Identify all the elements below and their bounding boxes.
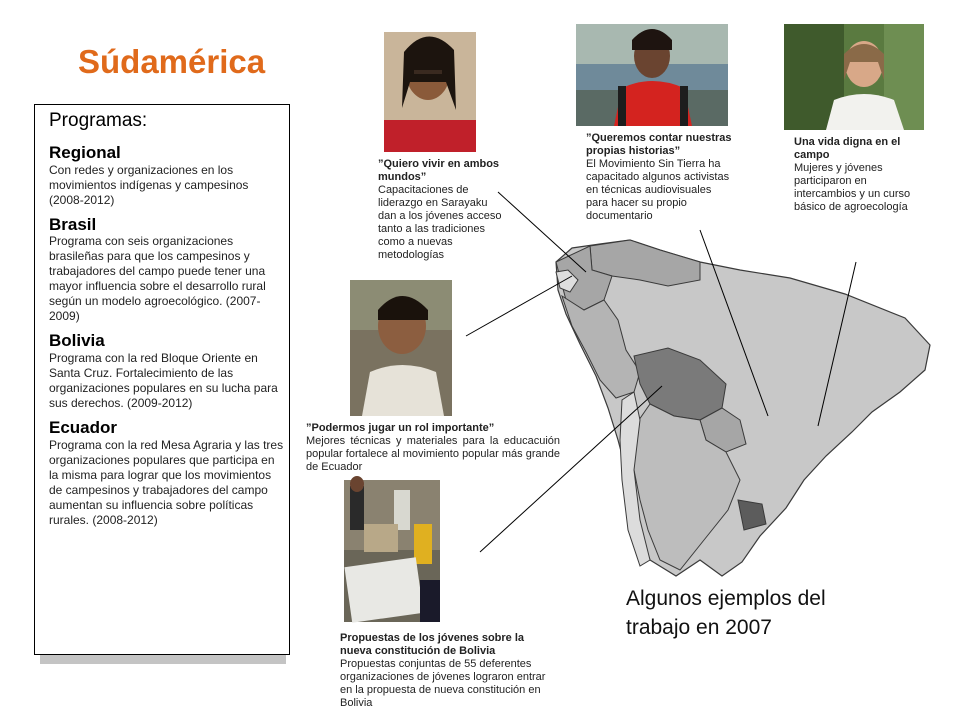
program-description: Con redes y organizaciones en los movimientos indígenas y campesinos (2008-2012) (49, 162, 249, 207)
example-caption-sin-tierra (586, 132, 734, 247)
leader-line (498, 192, 586, 272)
program-description: Programa con seis organizaciones brasileñas para que los campesinos y trabajadores del campo puede tener una mayor influencia sobre el desarrollo rural según un modelo agroecológico. (2007-2009) (49, 234, 266, 324)
photo-bolivia-youth (344, 476, 440, 623)
photo-sin-tierra-activist (576, 24, 728, 126)
caption-heading: ”Quiero vivir en ambos mundos” (378, 158, 500, 183)
program-name: Brasil (49, 214, 97, 234)
leader-line (466, 276, 572, 336)
example-caption-ecuador (306, 422, 560, 474)
caption-body: Capacitaciones de liderazgo en Sarayaku dan a los jóvenes acceso tanto a las tradiciones como a nuevas metodologías (378, 184, 502, 261)
example-caption-agroecology (794, 136, 914, 214)
program-description: Programa con la red Mesa Agraria y las tres organizaciones populares que participa en la misma para lograr que los movimientos de campesinos y trabajadores del campo aumentan su influencia sobre políticas rurales. (2008-2012) (49, 437, 284, 527)
program-name: Bolivia (49, 331, 105, 351)
example-caption-bolivia (340, 632, 552, 710)
caption-body: Mujeres y jóvenes participaron en intercambios y un curso básico de agroecología (794, 162, 911, 213)
examples-summary-caption: Algunos ejemplos del trabajo en 2007 (626, 587, 826, 639)
caption-heading: ”Queremos contar nuestras propias historias” (586, 132, 732, 157)
program-name: Ecuador (49, 417, 118, 437)
caption-heading: Una vida digna en el campo (794, 136, 901, 161)
photo-sarayaku-youth (384, 32, 476, 152)
caption-heading: ”Podermos jugar un rol importante” (306, 422, 495, 434)
page-title: Súdamérica (78, 43, 266, 80)
caption-body: El Movimiento Sin Tierra ha capacitado algunos activistas en técnicas audiovisuales para hacer su propio documentario (586, 158, 730, 222)
photo-ecuador-man (350, 280, 452, 416)
example-caption-sarayaku (378, 158, 506, 262)
caption-heading: Propuestas de los jóvenes sobre la nueva constitución de Bolivia (340, 632, 525, 657)
program-name: Regional (49, 142, 121, 162)
photo-agroecology-woman (784, 24, 924, 130)
caption-body: Mejores técnicas y materiales para la educacuión popular fortalece al movimiento popular más grande de Ecuador (306, 435, 560, 473)
program-description: Programa con la red Bloque Oriente en Santa Cruz. Fortalecimiento de las organizaciones populares en su lucha para sus derechos. (2009-2012) (49, 350, 278, 410)
caption-body: Propuestas conjuntas de 55 deferentes organizaciones de jóvenes lograron entrar en la propuesta de nueva constitución en Bolivia (340, 658, 546, 709)
programs-heading: Programas: (49, 110, 148, 131)
